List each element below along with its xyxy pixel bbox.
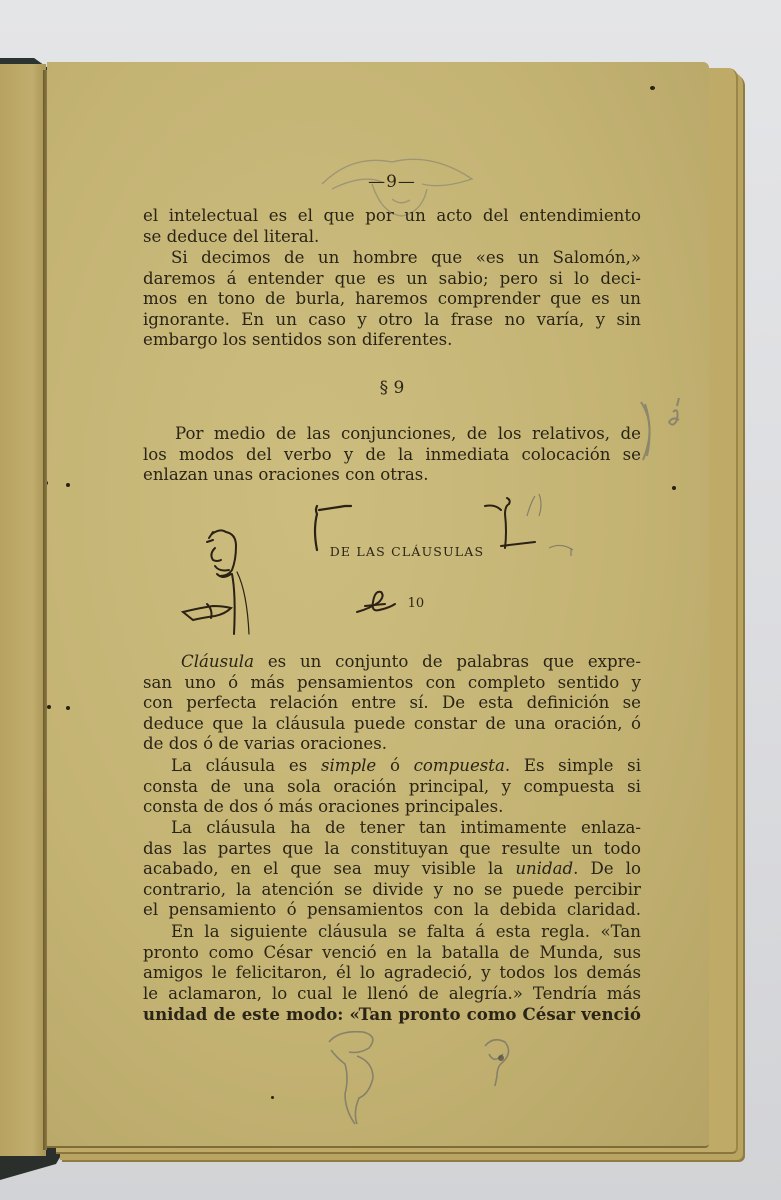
text-line: amigos le felicitaron, él lo agradeció, y todos los demás — [143, 963, 641, 983]
text-line: En la siguiente cláusula se falta á esta regla. «Tan — [171, 922, 641, 941]
text-line: consta de dos ó más oraciones principales. — [143, 797, 504, 817]
text-line: enlazan unas oraciones con otras. — [143, 465, 429, 485]
paragraph-3 — [143, 424, 641, 486]
paragraph-6 — [143, 818, 641, 921]
text-line: daremos á entender que es un sabio; pero si lo deci- — [143, 268, 641, 288]
text-line: consta de una sola oración principal, y compuesta si — [143, 776, 641, 796]
term-clausula: Cláusula — [181, 652, 254, 671]
text-line: pronto como César venció en la batalla de Munda, sus — [143, 942, 641, 962]
text-line: das las partes que la constituyan que resulte un todo — [143, 838, 641, 858]
text-line: el pensamiento ó pensamientos con la debida claridad. — [143, 900, 641, 920]
text-line: unidad de este modo: «Tan pronto como César venció — [143, 1004, 641, 1025]
text-line: contrario, la atención se divide y no se puede percibir — [143, 879, 641, 899]
term-unidad: unidad — [515, 859, 574, 879]
text-line: le aclamaron, lo cual le llenó de alegría.» Tendría más — [143, 983, 641, 1003]
binding-stitch — [66, 706, 70, 710]
paragraph-4 — [143, 652, 641, 755]
paragraph-1 — [143, 206, 641, 247]
text-line: Si decimos de un hombre que «es un Salomón,» — [171, 248, 641, 267]
text-line: ignorante. En un caso y otro la frase no varía, y sin — [143, 309, 641, 329]
ink-flourish-icon — [353, 588, 403, 618]
text-line: el intelectual es el que por un acto del entendimiento — [143, 206, 641, 225]
term-compuesta: compuesta — [413, 756, 505, 775]
text-line: embargo los sentidos son diferentes. — [143, 330, 453, 350]
left-page-edge — [0, 64, 46, 1156]
text-line: La cláusula ha de tener tan intimamente enlaza- — [171, 818, 641, 837]
text-line — [143, 756, 641, 777]
ink-speck — [650, 86, 655, 90]
text-span: acabado, en el que sea muy visible la — [143, 859, 516, 879]
margin-bracket-icon — [635, 398, 695, 468]
book-page — [47, 62, 709, 1148]
text-line: con perfecta relación entre sí. De esta definición se — [143, 693, 641, 713]
section-10-mark — [397, 596, 424, 611]
text-line: los modos del verbo y de la inmediata colocación se — [143, 444, 641, 464]
text-line — [143, 859, 641, 880]
text-span: es un conjunto de palabras que expre- — [254, 652, 641, 671]
ink-speck — [271, 1096, 274, 1099]
text-span: . De lo — [573, 859, 641, 879]
page-number: —9— — [368, 172, 416, 192]
text-span: . Es simple si — [504, 756, 642, 775]
text-line: san uno ó más pensamientos con completo sentido y — [143, 672, 641, 692]
section-10-number: 10 — [407, 596, 425, 611]
text-line: mos en tono de burla, haremos comprender que es un — [143, 289, 641, 309]
text-line: se deduce del literal. — [143, 226, 320, 246]
text-line: deduce que la cláusula puede constar de una oración, ó — [143, 713, 641, 733]
text-span: La cláusula es — [171, 756, 321, 775]
binding-stitch — [66, 483, 70, 487]
term-simple: simple — [320, 756, 377, 775]
ink-man-with-pistol-sketch-icon — [177, 524, 267, 644]
chapter-heading: DE LAS CLÁUSULAS — [329, 544, 485, 559]
binding-stitch — [47, 705, 51, 709]
ink-speck — [672, 486, 676, 490]
paragraph-5 — [143, 756, 641, 818]
paragraph-2 — [143, 248, 641, 351]
text-line: Por medio de las conjunciones, de los relativos, de — [175, 424, 641, 443]
text-line — [143, 652, 641, 673]
text-line: de dos ó de varias oraciones. — [143, 734, 387, 754]
section-9-mark: § 9 — [379, 378, 405, 398]
page-gutter — [43, 70, 47, 1150]
paragraph-7 — [143, 922, 641, 1025]
text-span: ó — [376, 756, 414, 775]
pencil-figures-sketch-icon — [317, 1028, 547, 1128]
